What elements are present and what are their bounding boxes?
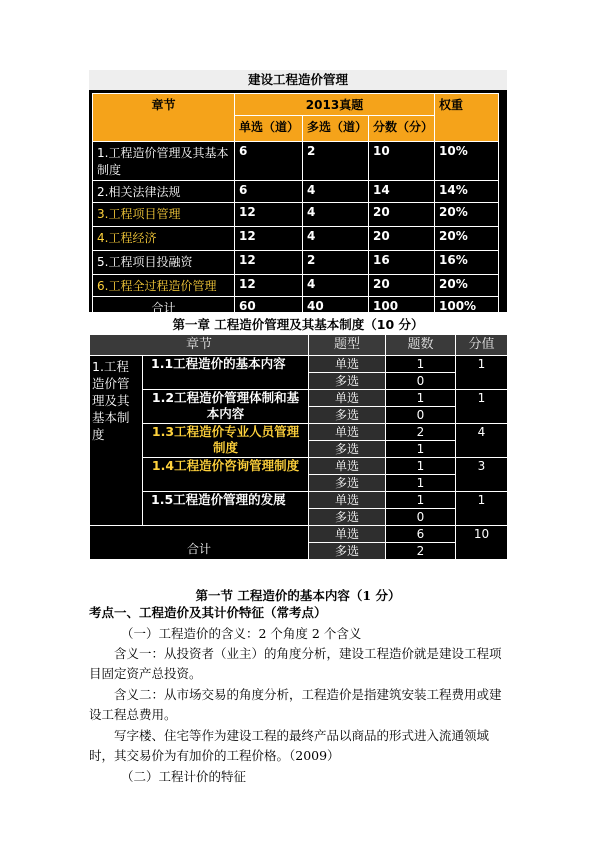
header-chapter: 章节 <box>93 94 235 142</box>
header-weight: 权重 <box>435 94 499 142</box>
row-score: 14 <box>369 181 435 203</box>
section-score: 1 <box>456 492 508 526</box>
type-single: 单选 <box>309 390 386 407</box>
section-score: 1 <box>456 390 508 424</box>
row-weight: 20% <box>435 203 499 227</box>
total-single: 60 <box>235 297 303 319</box>
table2-title: 第一章 工程造价管理及其基本制度（10 分） <box>172 317 424 332</box>
section-name: 1.4工程造价咨询管理制度 <box>143 458 309 492</box>
table-row <box>93 227 499 251</box>
row-single: 6 <box>235 181 303 203</box>
table-row <box>93 181 499 203</box>
paragraph-features: （二）工程计价的特征 <box>121 769 247 784</box>
count-multi: 0 <box>386 509 456 526</box>
section-score: 4 <box>456 424 508 458</box>
total-score: 100 <box>369 297 435 319</box>
row-multi: 4 <box>303 275 369 297</box>
header-multi: 多选（道） <box>303 116 369 142</box>
row-single: 12 <box>235 203 303 227</box>
table1-title: 建设工程造价管理 <box>89 70 507 90</box>
row-weight: 14% <box>435 181 499 203</box>
row-score: 10 <box>369 142 435 181</box>
row-name: 6.工程全过程造价管理 <box>93 275 235 297</box>
row-weight: 20% <box>435 275 499 297</box>
section-score: 3 <box>456 458 508 492</box>
row-name: 3.工程项目管理 <box>93 203 235 227</box>
t2-header-chapter: 章节 <box>90 335 309 356</box>
point-heading: 考点一、工程造价及其计价特征（常考点） <box>89 605 327 620</box>
count-single: 1 <box>386 390 456 407</box>
row-single: 12 <box>235 275 303 297</box>
header-exam: 2013真题 <box>235 94 435 116</box>
row-score: 20 <box>369 275 435 297</box>
type-multi: 多选 <box>309 475 386 492</box>
chapter-name: 1.工程造价管理及其基本制度 <box>90 356 143 526</box>
row-name: 2.相关法律法规 <box>93 181 235 203</box>
section-name: 1.1工程造价的基本内容 <box>143 356 309 390</box>
section-name: 1.2工程造价管理体制和基本内容 <box>143 390 309 424</box>
section-score: 1 <box>456 356 508 390</box>
total-count-multi: 2 <box>386 543 456 560</box>
count-single: 1 <box>386 356 456 373</box>
row-weight: 20% <box>435 227 499 251</box>
table-row <box>93 142 499 181</box>
total-count-single: 6 <box>386 526 456 543</box>
type-single: 单选 <box>309 356 386 373</box>
table-row <box>93 251 499 275</box>
count-multi: 0 <box>386 373 456 390</box>
exam-weight-table <box>92 93 499 319</box>
paragraph-meaning-two: 含义二：从市场交易的角度分析，工程造价是指建筑安装工程费用或建设工程总费用。 <box>89 687 502 722</box>
count-single: 1 <box>386 492 456 509</box>
row-weight: 16% <box>435 251 499 275</box>
t2-header-type: 题型 <box>309 335 386 356</box>
total-type-multi: 多选 <box>309 543 386 560</box>
count-multi: 1 <box>386 441 456 458</box>
row-name: 4.工程经济 <box>93 227 235 251</box>
type-single: 单选 <box>309 424 386 441</box>
type-multi: 多选 <box>309 373 386 390</box>
type-multi: 多选 <box>309 509 386 526</box>
header-single: 单选（道） <box>235 116 303 142</box>
row-single: 6 <box>235 142 303 181</box>
table-row <box>93 203 499 227</box>
paragraph-example: 写字楼、住宅等作为建设工程的最终产品以商品的形式进入流通领域时，其交易价为有加价的工程价格。（2009） <box>89 728 490 763</box>
total-score: 10 <box>456 526 508 560</box>
row-multi: 4 <box>303 227 369 251</box>
t2-total-name: 合计 <box>90 526 309 560</box>
t2-header-count: 题数 <box>386 335 456 356</box>
total-type-single: 单选 <box>309 526 386 543</box>
type-single: 单选 <box>309 492 386 509</box>
row-score: 16 <box>369 251 435 275</box>
row-single: 12 <box>235 251 303 275</box>
table-row <box>93 275 499 297</box>
row-weight: 10% <box>435 142 499 181</box>
count-single: 2 <box>386 424 456 441</box>
row-score: 20 <box>369 227 435 251</box>
count-single: 1 <box>386 458 456 475</box>
row-multi: 2 <box>303 142 369 181</box>
type-multi: 多选 <box>309 407 386 424</box>
total-weight: 100% <box>435 297 499 319</box>
row-multi: 4 <box>303 203 369 227</box>
row-multi: 4 <box>303 181 369 203</box>
type-single: 单选 <box>309 458 386 475</box>
t2-header-score: 分值 <box>456 335 508 356</box>
row-name: 1.工程造价管理及其基本制度 <box>93 142 235 181</box>
count-multi: 1 <box>386 475 456 492</box>
table1-container <box>89 90 507 315</box>
paragraph-definition-intro: （一）工程造价的含义：2 个角度 2 个含义 <box>121 626 362 641</box>
total-multi: 40 <box>303 297 369 319</box>
count-multi: 0 <box>386 407 456 424</box>
section-name: 1.5工程造价管理的发展 <box>143 492 309 526</box>
row-multi: 2 <box>303 251 369 275</box>
chapter-detail-table <box>89 334 508 560</box>
paragraph-meaning-one: 含义一：从投资者（业主）的角度分析，建设工程造价就是建设工程项目固定资产总投资。 <box>89 646 502 681</box>
section-name: 1.3工程造价专业人员管理制度 <box>143 424 309 458</box>
total-name: 合计 <box>93 297 235 319</box>
type-multi: 多选 <box>309 441 386 458</box>
header-score: 分数（分） <box>369 116 435 142</box>
section-heading: 第一节 工程造价的基本内容（1 分） <box>195 588 401 603</box>
row-name: 5.工程项目投融资 <box>93 251 235 275</box>
row-single: 12 <box>235 227 303 251</box>
row-score: 20 <box>369 203 435 227</box>
